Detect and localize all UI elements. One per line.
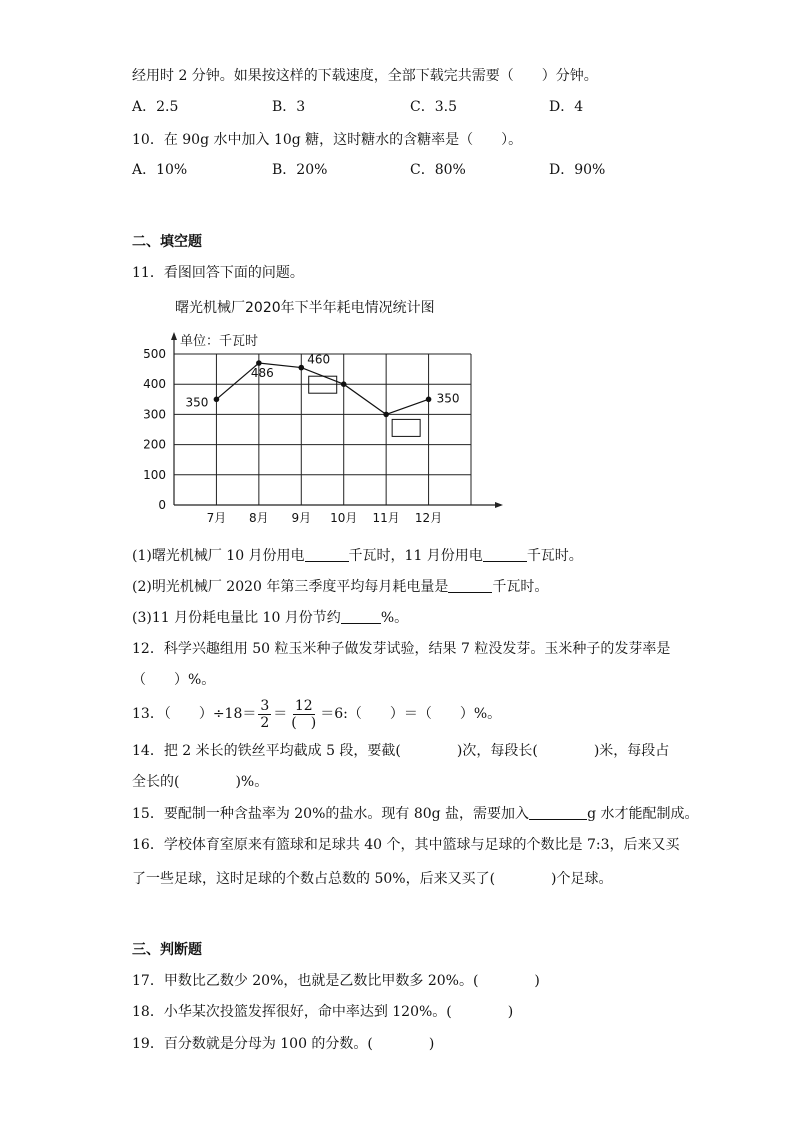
data-label: 350 [436,391,460,406]
q14-text-line2: 全长的( )%。 [132,774,269,790]
answer-blank[interactable] [448,578,492,593]
data-label: 460 [307,352,331,367]
q14-text-line1: 14．把 2 米长的铁丝平均截成 5 段，要截( )次，每段长( )米，每段占 [132,743,670,759]
q11-sub2-text-a: (2)明光机械厂 2020 年第三季度平均每月耗电量是 [132,579,449,595]
q10-option-b: B．20% [272,162,328,178]
section-title-fill-in: 二、填空题 [132,234,202,250]
q11-sub3-text-b: %。 [380,610,409,626]
q15-text-a: 15．要配制一种含盐率为 20%的盐水。现有 80g 盐，需要加入 [132,806,530,822]
y-tick-label: 500 [143,347,166,361]
unit-label: 单位：千瓦时 [180,334,259,349]
q18-text: 18．小华某次投篮发挥很好，命中率达到 120%。( ) [132,1004,514,1020]
fraction-numerator: 12 [294,697,313,714]
y-tick-label: 100 [143,467,166,482]
q11-sub2 [132,577,548,597]
fraction-numerator: 3 [260,697,270,714]
q11-sub1-text-a: (1)曙光机械厂 10 月份用电 [132,548,305,564]
data-point [341,381,347,387]
q13-text-b: ＝6:（ ）＝（ ）%。 [320,706,502,722]
data-label: 350 [185,395,209,410]
data-point [214,397,220,403]
q10-option-d: D．90% [549,162,606,178]
x-tick-label: 9月 [291,511,312,525]
series-line [216,363,428,414]
fraction-denominator: 2 [260,714,270,731]
fraction-denominator-blank[interactable]: ( ) [291,714,317,731]
q13-equals: ＝ [273,706,288,722]
answer-box-nov [392,419,420,436]
fraction-3-over-2 [258,698,271,731]
q10-text: 10．在 90g 水中加入 10g 糖，这时糖水的含糖率是（ ）。 [132,132,523,148]
q11-sub3 [132,608,408,628]
q12-text-line1: 12．科学兴趣组用 50 粒玉米种子做发芽试验，结果 7 粒没发芽。玉米种子的发芽率是 [132,641,671,657]
data-point [383,412,389,418]
y-tick-label: 200 [143,437,166,452]
line-chart [0,325,794,545]
fraction-12-over-blank [289,698,318,731]
q11-sub1-text-c: 千瓦时。 [526,548,583,564]
q12-text-line2: （ ）%。 [132,672,216,688]
x-tick-label: 10月 [330,511,358,525]
q9-text: 经用时 2 分钟。如果按这样的下载速度，全部下载完共需要（ ）分钟。 [132,68,598,84]
y-axis-arrow [171,332,177,340]
q9-option-c: C．3.5 [410,99,457,115]
section-title-true-false: 三、判断题 [132,942,202,958]
x-axis-arrow [495,502,503,508]
q9-option-a: A．2.5 [132,99,179,115]
q11-sub3-text-a: (3)11 月份耗电量比 10 月份节约 [132,610,341,626]
q11-sub1 [132,546,583,566]
data-point [426,397,432,403]
data-label: 486 [250,366,274,381]
q10-option-c: C．80% [410,162,466,178]
q11-sub1-text-b: 千瓦时，11 月份用电 [348,548,483,564]
q15-text-b: g 水才能配制成。 [587,806,699,822]
x-tick-label: 8月 [249,511,269,525]
answer-box-oct [309,376,337,393]
y-tick-label: 0 [158,498,166,512]
q13-text-a: 13．（ ）÷18＝ [132,706,257,722]
q11-text: 11．看图回答下面的问题。 [132,265,304,281]
q15 [132,804,698,824]
q13 [132,696,501,732]
q19-text: 19．百分数就是分母为 100 的分数。( ) [132,1036,435,1052]
x-tick-label: 7月 [206,511,227,525]
data-point [256,360,262,366]
data-point [298,365,304,371]
x-tick-label: 11月 [372,511,400,525]
answer-blank[interactable] [483,547,527,562]
q10-option-a: A．10% [132,162,188,178]
q9-option-d: D．4 [549,99,584,115]
q11-sub2-text-b: 千瓦时。 [492,579,549,595]
answer-blank[interactable] [529,805,587,820]
chart-title: 曙光机械厂2020年下半年耗电情况统计图 [175,300,435,316]
q9-option-b: B．3 [272,99,306,115]
q16-text-line1: 16．学校体育室原来有篮球和足球共 40 个，其中篮球与足球的个数比是 7:3，后来又买 [132,837,680,853]
answer-blank[interactable] [305,547,349,562]
y-tick-label: 300 [143,407,166,422]
q17-text: 17．甲数比乙数少 20%，也就是乙数比甲数多 20%。( ) [132,973,540,989]
answer-blank[interactable] [341,609,381,624]
y-tick-label: 400 [143,377,166,392]
q16-text-line2: 了一些足球，这时足球的个数占总数的 50%，后来又买了( )个足球。 [132,871,613,887]
x-tick-label: 12月 [414,511,443,525]
